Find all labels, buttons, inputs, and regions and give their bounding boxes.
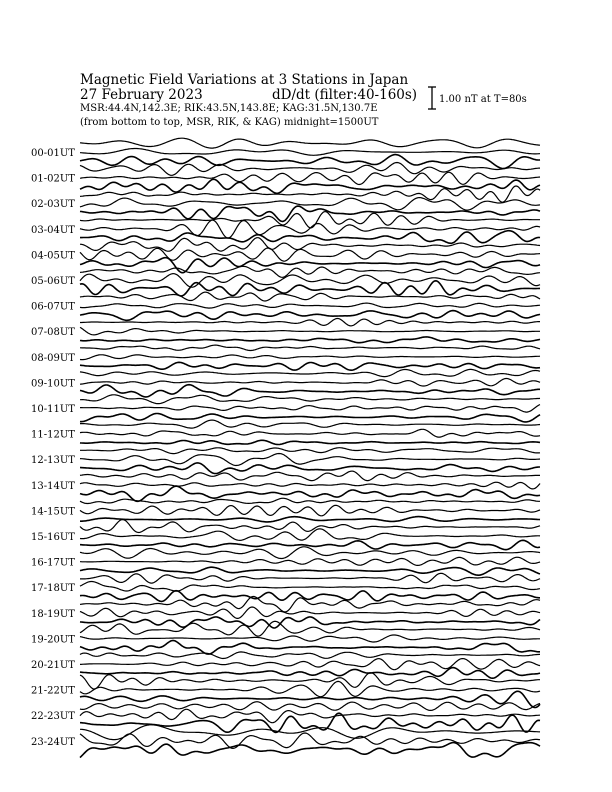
trace-13-14UT-KAG [80, 471, 540, 481]
trace-17-18UT-MSR [80, 591, 540, 602]
trace-20-21UT-KAG [80, 652, 540, 659]
row-label-12-13UT: 12-13UT [31, 455, 75, 467]
trace-20-21UT-MSR [80, 668, 540, 679]
row-label-09-10UT: 09-10UT [31, 378, 75, 390]
trace-06-07UT-RIK [80, 303, 540, 308]
row-label-04-05UT: 04-05UT [31, 250, 75, 262]
trace-12-13UT-KAG [80, 448, 540, 454]
chart-date: 27 February 2023 [80, 87, 203, 103]
row-label-23-24UT: 23-24UT [31, 736, 75, 748]
filter-label: dD/dt (filter:40-160s) [272, 87, 418, 103]
trace-10-11UT-RIK [80, 405, 540, 413]
row-label-14-15UT: 14-15UT [31, 506, 75, 518]
trace-11-12UT-RIK [80, 429, 540, 437]
trace-15-16UT-KAG [80, 520, 540, 533]
trace-22-23UT-KAG [80, 702, 540, 711]
trace-18-19UT-MSR [80, 617, 540, 628]
trace-16-17UT-MSR [80, 567, 540, 575]
trace-23-24UT-RIK [80, 733, 540, 748]
trace-00-01UT-KAG [80, 138, 540, 148]
chart-title: Magnetic Field Variations at 3 Stations in Japan [80, 72, 409, 88]
row-label-16-17UT: 16-17UT [31, 557, 75, 569]
row-label-13-14UT: 13-14UT [31, 480, 75, 492]
row-label-22-23UT: 22-23UT [31, 711, 75, 723]
scale-bar-label: 1.00 nT at T=80s [439, 94, 527, 105]
trace-11-12UT-KAG [80, 420, 540, 428]
trace-06-07UT-KAG [80, 292, 540, 301]
row-label-20-21UT: 20-21UT [31, 660, 75, 671]
trace-20-21UT-RIK [80, 659, 540, 670]
trace-06-07UT-MSR [80, 311, 540, 321]
trace-07-08UT-MSR [80, 337, 540, 343]
trace-01-02UT-RIK [80, 172, 540, 184]
trace-13-14UT-RIK [80, 482, 540, 489]
trace-22-23UT-RIK [80, 709, 540, 722]
row-label-08-09UT: 08-09UT [31, 352, 75, 364]
row-label-11-12UT: 11-12UT [31, 429, 75, 441]
row-label-07-08UT: 07-08UT [31, 327, 75, 339]
trace-16-17UT-RIK [80, 557, 540, 565]
row-label-03-04UT: 03-04UT [31, 224, 75, 236]
trace-05-06UT-RIK [80, 274, 540, 288]
trace-05-06UT-KAG [80, 266, 540, 277]
trace-09-10UT-MSR [80, 385, 540, 397]
trace-02-03UT-KAG [80, 186, 540, 202]
trace-21-22UT-MSR [80, 691, 540, 707]
trace-09-10UT-RIK [80, 379, 540, 387]
trace-19-20UT-MSR [80, 641, 540, 655]
trace-12-13UT-MSR [80, 463, 540, 474]
trace-14-15UT-RIK [80, 505, 540, 516]
row-label-06-07UT: 06-07UT [31, 301, 75, 313]
trace-10-11UT-MSR [80, 414, 540, 422]
row-label-01-02UT: 01-02UT [31, 173, 75, 185]
station-coordinates: MSR:44.4N,142.3E; RIK:43.5N,143.8E; KAG:31.5N,130.7E [80, 103, 378, 114]
scale-bar [428, 87, 436, 109]
row-label-21-22UT: 21-22UT [31, 685, 75, 697]
trace-02-03UT-MSR [80, 206, 540, 221]
row-label-00-01UT: 00-01UT [31, 148, 75, 159]
trace-12-13UT-RIK [80, 454, 540, 466]
row-label-17-18UT: 17-18UT [31, 583, 75, 595]
row-label-18-19UT: 18-19UT [31, 608, 75, 620]
trace-13-14UT-MSR [80, 486, 540, 501]
trace-03-04UT-KAG [80, 212, 540, 228]
trace-14-15UT-MSR [80, 517, 540, 522]
trace-08-09UT-RIK [80, 355, 540, 360]
trace-07-08UT-RIK [80, 327, 540, 335]
trace-00-01UT-RIK [80, 149, 540, 156]
row-label-05-06UT: 05-06UT [31, 276, 75, 287]
trace-17-18UT-KAG [80, 573, 540, 583]
trace-07-08UT-KAG [80, 319, 540, 326]
trace-14-15UT-KAG [80, 498, 540, 503]
trace-09-10UT-KAG [80, 369, 540, 376]
row-label-02-03UT: 02-03UT [31, 199, 75, 211]
trace-11-12UT-MSR [80, 440, 540, 444]
row-label-10-11UT: 10-11UT [31, 404, 75, 415]
trace-03-04UT-MSR [80, 231, 540, 244]
trace-23-24UT-MSR [80, 743, 540, 758]
row-label-15-16UT: 15-16UT [31, 532, 75, 543]
trace-19-20UT-RIK [80, 635, 540, 642]
trace-19-20UT-KAG [80, 621, 540, 636]
trace-order-note: (from bottom to top, MSR, RIK, & KAG) midnight=1500UT [80, 117, 379, 128]
trace-02-03UT-RIK [80, 198, 540, 211]
trace-08-09UT-KAG [80, 345, 540, 350]
trace-16-17UT-KAG [80, 547, 540, 559]
trace-04-05UT-RIK [80, 248, 540, 261]
row-label-19-20UT: 19-20UT [31, 634, 75, 646]
